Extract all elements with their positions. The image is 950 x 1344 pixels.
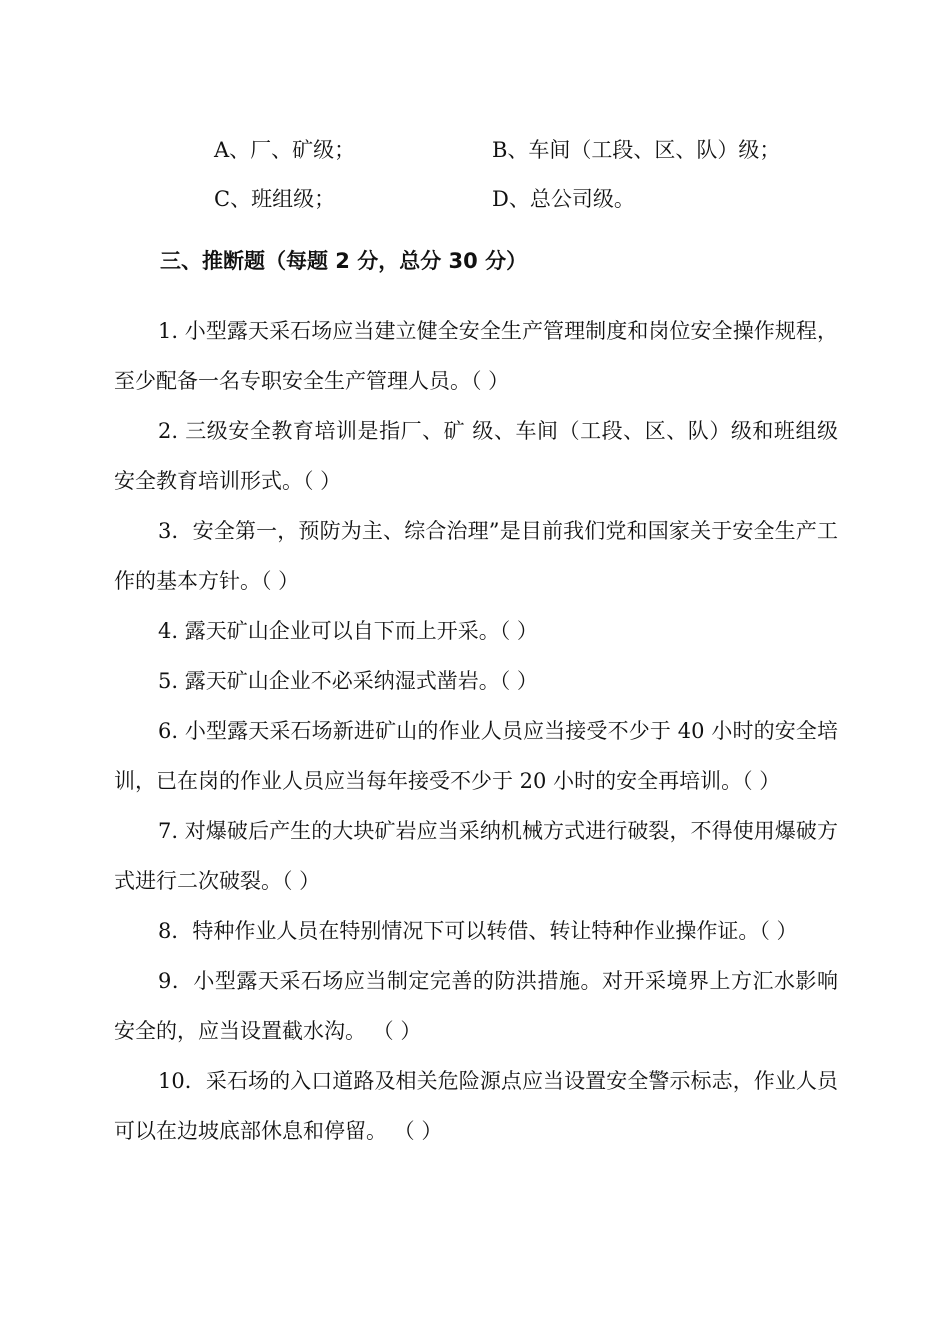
question-item: 8．特种作业人员在特别情况下可以转借、转让特种作业操作证。（ ） [158,919,798,943]
question-item: 10．采石场的入口道路及相关危险源点应当设置安全警示标志，作业人员可以在边坡底部休息和停留。 （ ） [114,1069,838,1143]
section-title: 三、推断题（每题 2 分，总分 30 分） [160,249,528,273]
option-c: C、班组级； [214,187,336,211]
question-item: 1. 小型露天采石场应当建立健全安全生产管理制度和岗位安全操作规程，至少配备一名专职安全生产管理人员。（ ） [114,319,838,393]
option-b: B、车间（工段、区、队）级； [492,138,781,162]
question-item: 2. 三级安全教育培训是指厂、矿 级、车间（工段、区、队）级和班组级安全教育培训形式。（ ） [114,419,838,493]
question-item: 5. 露天矿山企业不必采纳湿式凿岩。（ ） [158,669,538,693]
option-d: D、总公司级。 [492,187,635,211]
question-item: 4. 露天矿山企业可以自下而上开采。（ ） [158,619,538,643]
answer-options [0,0,950,240]
question-item: 3．安全第一，预防为主、综合治理”是目前我们党和国家关于安全生产工作的基本方针。（ ） [114,519,838,593]
question-item: 7. 对爆破后产生的大块矿岩应当采纳机械方式进行破裂，不得使用爆破方式进行二次破裂。（ ） [114,819,838,893]
option-a: A、厂、矿级； [214,138,356,162]
question-list [114,306,838,1156]
question-item: 9．小型露天采石场应当制定完善的防洪措施。对开采境界上方汇水影响安全的，应当设置截水沟。 （ ） [114,969,838,1043]
question-item: 6. 小型露天采石场新进矿山的作业人员应当接受不少于 40 小时的安全培训，已在岗的作业人员应当每年接受不少于 20 小时的安全再培训。（ ） [114,719,838,793]
